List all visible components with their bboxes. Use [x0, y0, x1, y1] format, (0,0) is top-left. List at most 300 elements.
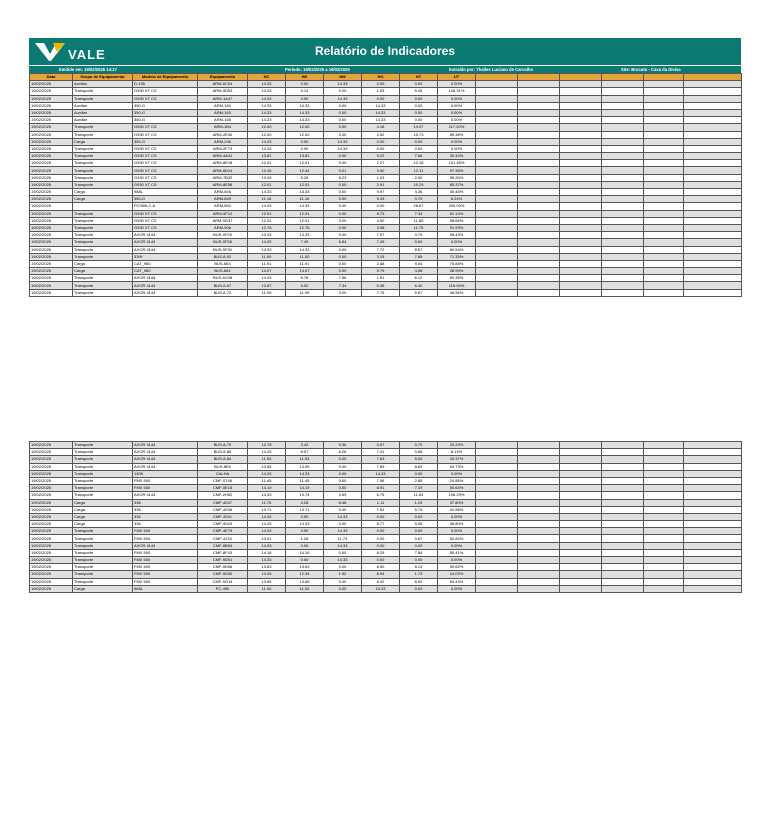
table-cell-empty	[644, 117, 684, 124]
table-cell: 5.56	[400, 521, 438, 528]
table-cell-empty	[684, 95, 742, 102]
table-cell: 8.48	[324, 499, 362, 506]
table-cell: 1.24	[400, 499, 438, 506]
table-cell-empty	[560, 521, 602, 528]
table-cell: 5.26	[286, 174, 324, 181]
table-cell: 0.00	[400, 585, 438, 592]
table-cell: 7.66	[400, 153, 438, 160]
table-cell-empty	[684, 442, 742, 449]
table-cell-empty	[684, 449, 742, 456]
table-row	[30, 463, 742, 470]
table-cell: Transporte	[73, 477, 133, 484]
table-cell: 14.33	[248, 203, 286, 210]
table-cell-empty	[476, 449, 518, 456]
table-cell: G930 XT CS	[133, 181, 198, 188]
table-cell-empty	[476, 282, 518, 289]
table-cell-empty	[644, 282, 684, 289]
table-cell: 85.37%	[438, 181, 476, 188]
table-cell: 0.00	[286, 81, 324, 88]
table-cell: 0.00	[362, 145, 400, 152]
table-cell-empty	[684, 124, 742, 131]
table-cell: 0.00	[400, 117, 438, 124]
table-cell-empty	[476, 571, 518, 578]
table-cell: 12.87	[248, 282, 286, 289]
table-cell: 12.11	[400, 167, 438, 174]
table-cell-empty	[644, 260, 684, 267]
table-cell: 50.64%	[438, 485, 476, 492]
table-cell: G930 XT CS	[133, 131, 198, 138]
table-cell: 0.00	[324, 506, 362, 513]
table-cell: 19/02/2025	[30, 456, 73, 463]
table-cell: CALHA	[198, 470, 248, 477]
table-cell: 12.01	[286, 181, 324, 188]
table-cell-empty	[684, 174, 742, 181]
table-cell-empty	[476, 95, 518, 102]
table-cell-empty	[518, 160, 560, 167]
table-cell: CMF-4037	[198, 499, 248, 506]
table-cell: 14.07	[400, 124, 438, 131]
table-cell-empty	[560, 289, 602, 296]
table-cell: BUS-0F30	[198, 246, 248, 253]
table-cell-empty	[602, 477, 644, 484]
table-row	[30, 260, 742, 267]
table-cell: 4.00	[362, 217, 400, 224]
table-row	[30, 253, 742, 260]
table-cell: 2.90	[400, 174, 438, 181]
table-cell: 8.07	[286, 449, 324, 456]
table-cell: Carga	[73, 513, 133, 520]
table-cell: CMF-9D06	[198, 564, 248, 571]
table-cell: 14.33	[324, 81, 362, 88]
table-cell-empty	[560, 268, 602, 275]
emitted-date: Emitido em: 19/02/2025 14:27	[59, 67, 117, 72]
table-cell: 1.05	[362, 88, 400, 95]
table-cell: 11.99	[286, 289, 324, 296]
table-cell-empty	[518, 167, 560, 174]
table-cell-empty	[684, 463, 742, 470]
table-cell: 14.33	[248, 542, 286, 549]
table-cell-empty	[518, 449, 560, 456]
table-cell: 350-G	[133, 138, 198, 145]
table-cell: Transporte	[73, 232, 133, 239]
table-cell-empty	[518, 456, 560, 463]
table-cell: Transporte	[73, 275, 133, 282]
table-cell: Auxiliar	[73, 109, 133, 116]
table-cell: FMX 500	[133, 557, 198, 564]
table-cell: 7.89	[362, 463, 400, 470]
table-cell: 19/02/2025	[30, 124, 73, 131]
table-cell: FMX 500	[133, 571, 198, 578]
table-cell: 14.33	[286, 521, 324, 528]
table-cell-empty	[476, 268, 518, 275]
table-cell-empty	[602, 492, 644, 499]
report-info-bar	[29, 65, 741, 73]
table-cell: AXOR 4144	[133, 542, 198, 549]
table-cell-empty	[602, 282, 644, 289]
table-cell: 52.84%	[438, 535, 476, 542]
table-cell: 0.97	[362, 442, 400, 449]
table-cell-empty	[644, 109, 684, 116]
table-cell: 14.33	[362, 470, 400, 477]
table-cell: Transporte	[73, 217, 133, 224]
table-cell: CAT_980	[133, 260, 198, 267]
table-cell-empty	[476, 564, 518, 571]
table-cell-empty	[518, 585, 560, 592]
table-cell-empty	[684, 153, 742, 160]
table-cell-empty	[560, 260, 602, 267]
table-cell-empty	[560, 492, 602, 499]
table-cell: 14.33	[248, 492, 286, 499]
table-cell-empty	[644, 492, 684, 499]
table-cell-empty	[518, 571, 560, 578]
table-cell-empty	[684, 210, 742, 217]
table-cell-empty	[560, 542, 602, 549]
table-cell-empty	[476, 477, 518, 484]
table-cell: 75.88%	[438, 260, 476, 267]
table-cell: 350-G	[133, 102, 198, 109]
table-cell: 0.00	[324, 521, 362, 528]
table-row	[30, 95, 742, 102]
table-cell: 11.00	[286, 253, 324, 260]
table-header-row	[30, 74, 742, 81]
table-cell: CMF-9D01	[198, 557, 248, 564]
table-cell-empty	[560, 117, 602, 124]
table-cell: 1.73	[400, 571, 438, 578]
table-cell: 55.20%	[438, 174, 476, 181]
table-cell-empty	[476, 138, 518, 145]
table-cell-empty	[602, 275, 644, 282]
table-cell-empty	[476, 102, 518, 109]
table-row	[30, 167, 742, 174]
table-cell: ARM-2F73	[198, 145, 248, 152]
table-cell: 41.96%	[438, 506, 476, 513]
table-cell-empty	[644, 210, 684, 217]
table-cell: CMF-0E15	[198, 485, 248, 492]
table-cell: 14.19	[286, 485, 324, 492]
table-cell: ARM-9G37	[198, 217, 248, 224]
table-cell: 8.67	[400, 246, 438, 253]
table-cell: 13.81	[248, 153, 286, 160]
table-cell-empty	[518, 564, 560, 571]
table-cell: Carga	[73, 260, 133, 267]
table-cell: 0.00	[362, 203, 400, 210]
table-cell: 7.19	[400, 485, 438, 492]
table-cell: Transporte	[73, 564, 133, 571]
table-cell-empty	[560, 485, 602, 492]
table-cell: FMX 500	[133, 485, 198, 492]
table-cell: 0.01	[324, 167, 362, 174]
table-cell-empty	[644, 196, 684, 203]
table-cell-empty	[684, 181, 742, 188]
table-cell-empty	[476, 549, 518, 556]
table-cell: 10.73	[400, 131, 438, 138]
table-cell: 0.00	[324, 131, 362, 138]
table-cell-empty	[560, 196, 602, 203]
table-cell: 14.33	[286, 102, 324, 109]
table-cell: 14.33	[248, 275, 286, 282]
table-cell-empty	[518, 485, 560, 492]
table-cell: 19/02/2025	[30, 174, 73, 181]
table-cell-empty	[476, 181, 518, 188]
table-cell-empty	[644, 145, 684, 152]
table-row	[30, 485, 742, 492]
table-cell: 19/02/2025	[30, 289, 73, 296]
table-cell: 8.13	[400, 564, 438, 571]
table-row	[30, 564, 742, 571]
table-cell: 14.07	[248, 268, 286, 275]
table-cell: 38.80%	[438, 521, 476, 528]
table-cell: CMF-9D30	[198, 571, 248, 578]
table-cell-empty	[518, 102, 560, 109]
table-cell-empty	[476, 492, 518, 499]
report-title: Relatório de Indicadores	[314, 44, 456, 58]
table-cell: 9.04	[400, 260, 438, 267]
table-cell: 14.33	[248, 557, 286, 564]
table-cell: 14.33	[362, 109, 400, 116]
table-cell: 14.19	[248, 485, 286, 492]
table-cell-empty	[602, 513, 644, 520]
table-cell-empty	[560, 189, 602, 196]
table-cell: 13.71	[286, 506, 324, 513]
table-cell: 19/02/2025	[30, 499, 73, 506]
table-cell-empty	[684, 268, 742, 275]
table-cell: 14.33	[248, 449, 286, 456]
table-cell-empty	[518, 224, 560, 231]
report-header-banner	[29, 38, 741, 65]
table-cell-empty	[560, 253, 602, 260]
table-cell-empty	[684, 535, 742, 542]
table-cell: 0.00	[324, 153, 362, 160]
table-cell-empty	[602, 499, 644, 506]
table-cell: 13.71	[248, 506, 286, 513]
table-cell: 0.00	[400, 470, 438, 477]
table-cell: G930 XT CS	[133, 210, 198, 217]
table-cell: 0.00%	[438, 557, 476, 564]
table-cell-empty	[476, 253, 518, 260]
table-row	[30, 275, 742, 282]
table-cell: ARM-1B4	[198, 124, 248, 131]
table-cell: Transporte	[73, 289, 133, 296]
table-cell-empty	[476, 239, 518, 246]
table-cell-empty	[560, 88, 602, 95]
table-cell-empty	[644, 160, 684, 167]
table-cell: 14.33	[248, 109, 286, 116]
table-cell-empty	[684, 557, 742, 564]
table-cell-empty	[602, 131, 644, 138]
table-cell: 0.00%	[438, 542, 476, 549]
table-cell: 8.77	[362, 521, 400, 528]
table-cell: Transporte	[73, 485, 133, 492]
table-cell: 0.00	[362, 542, 400, 549]
table-cell: ARM-6D14	[198, 167, 248, 174]
table-cell	[73, 203, 133, 210]
table-cell-empty	[644, 470, 684, 477]
table-cell: FMX 500	[133, 549, 198, 556]
table-cell-empty	[476, 578, 518, 585]
table-cell-empty	[476, 289, 518, 296]
table-cell: 14.33	[324, 95, 362, 102]
table-row	[30, 571, 742, 578]
table-cell: 19/02/2025	[30, 181, 73, 188]
table-cell: 1.92	[324, 571, 362, 578]
table-cell: 12.01	[286, 217, 324, 224]
table-row	[30, 456, 742, 463]
table-cell-empty	[518, 268, 560, 275]
table-cell-empty	[644, 513, 684, 520]
table-cell-empty	[644, 485, 684, 492]
table-cell-empty	[684, 521, 742, 528]
table-cell: 12.00	[248, 124, 286, 131]
table-cell: CMF-2H52	[198, 492, 248, 499]
table-cell-empty	[560, 217, 602, 224]
table-cell: CMF-9G14	[198, 578, 248, 585]
table-cell: 0.00	[324, 217, 362, 224]
table-cell: Transporte	[73, 153, 133, 160]
table-cell: AXOR 4144	[133, 289, 198, 296]
table-cell: 11.00	[248, 253, 286, 260]
table-cell: 7.41	[362, 449, 400, 456]
table-cell-empty	[602, 153, 644, 160]
table-cell: 7.52	[362, 506, 400, 513]
table-cell: 12.01	[248, 210, 286, 217]
table-cell-empty	[560, 131, 602, 138]
col-header: HC	[248, 74, 286, 81]
table-cell-empty	[518, 109, 560, 116]
table-row	[30, 549, 742, 556]
table-cell-empty	[476, 117, 518, 124]
table-cell: 28.67	[400, 203, 438, 210]
table-cell: 12.78	[248, 224, 286, 231]
table-cell: 0.00	[324, 549, 362, 556]
table-cell: 350-G	[133, 117, 198, 124]
table-row	[30, 196, 742, 203]
table-cell: 0.00	[362, 138, 400, 145]
table-cell: 0.00	[400, 542, 438, 549]
table-cell: 5.00	[400, 456, 438, 463]
table-cell: 108.29%	[438, 492, 476, 499]
col-header: HM	[324, 74, 362, 81]
table-cell: AXOR 4144	[133, 456, 198, 463]
table-cell: 14.33	[324, 542, 362, 549]
table-cell: BUS-0F28	[198, 239, 248, 246]
table-cell: ARM-6C04	[198, 81, 248, 88]
table-cell: AXOR 4144	[133, 232, 198, 239]
table-cell: 8.25	[362, 549, 400, 556]
table-cell-empty	[518, 81, 560, 88]
table-cell-empty	[476, 485, 518, 492]
table-cell-empty	[560, 499, 602, 506]
table-cell: 2.88	[362, 260, 400, 267]
table-cell: Transporte	[73, 174, 133, 181]
table-cell: Transporte	[73, 88, 133, 95]
table-cell-empty	[684, 289, 742, 296]
table-cell-empty	[476, 88, 518, 95]
table-cell-empty	[560, 571, 602, 578]
table-cell: 11.45	[286, 477, 324, 484]
table-cell-empty	[518, 506, 560, 513]
table-cell: 0.00	[324, 564, 362, 571]
table-cell: BUS-8-67	[198, 282, 248, 289]
table-cell: 12.34	[286, 571, 324, 578]
table-cell: 9.22	[362, 153, 400, 160]
col-header-empty	[560, 74, 602, 81]
table-cell-empty	[644, 535, 684, 542]
table-cell-empty	[476, 189, 518, 196]
table-cell-empty	[518, 95, 560, 102]
brand-name: VALE	[68, 47, 106, 62]
table-cell: 988L	[133, 585, 198, 592]
table-cell: 8.92	[400, 578, 438, 585]
table-cell: 0.00	[286, 138, 324, 145]
table-cell: 19/02/2025	[30, 167, 73, 174]
table-cell-empty	[560, 210, 602, 217]
table-cell-empty	[518, 246, 560, 253]
table-row	[30, 102, 742, 109]
table-cell-empty	[602, 456, 644, 463]
table-cell-empty	[476, 260, 518, 267]
table-row	[30, 528, 742, 535]
table-cell: G930 XT CS	[133, 95, 198, 102]
table-cell: 8.13%	[438, 449, 476, 456]
table-cell: ARM-849	[198, 196, 248, 203]
table-cell-empty	[684, 585, 742, 592]
col-header-empty	[684, 74, 742, 81]
table-cell: 14.33	[248, 528, 286, 535]
table-cell: BUS-8E0	[198, 463, 248, 470]
table-cell-empty	[602, 217, 644, 224]
table-cell-empty	[602, 160, 644, 167]
table-row	[30, 181, 742, 188]
table-cell: 0.00%	[438, 239, 476, 246]
table-cell-empty	[518, 513, 560, 520]
table-cell-empty	[518, 253, 560, 260]
table-cell: CMF-4J34	[198, 535, 248, 542]
table-cell: 5.45	[400, 88, 438, 95]
table-cell: Transporte	[73, 145, 133, 152]
table-cell-empty	[518, 153, 560, 160]
table-cell: Transporte	[73, 456, 133, 463]
table-cell: Auxiliar	[73, 81, 133, 88]
table-cell: 19/02/2025	[30, 521, 73, 528]
table-cell: 0.00%	[438, 470, 476, 477]
table-cell: ARM-246	[198, 138, 248, 145]
table-row	[30, 268, 742, 275]
table-cell: BUS-8-72	[198, 289, 248, 296]
table-cell: 14.16	[248, 549, 286, 556]
table-cell: FMX 500	[133, 528, 198, 535]
table-cell: 6.84	[324, 239, 362, 246]
table-cell-empty	[644, 203, 684, 210]
table-cell-empty	[684, 513, 742, 520]
table-cell-empty	[644, 521, 684, 528]
col-header: HO	[362, 74, 400, 81]
table-cell: Transporte	[73, 449, 133, 456]
table-cell-empty	[476, 217, 518, 224]
col-header-empty	[518, 74, 560, 81]
table-cell-empty	[684, 485, 742, 492]
table-cell-empty	[602, 289, 644, 296]
table-row	[30, 477, 742, 484]
table-cell: 7.49	[362, 239, 400, 246]
table-cell: 0.00	[286, 145, 324, 152]
table-cell: 0.00	[400, 109, 438, 116]
table-cell: 14.26	[248, 571, 286, 578]
table-cell-empty	[684, 470, 742, 477]
table-cell-empty	[476, 196, 518, 203]
table-cell: 14.33	[286, 109, 324, 116]
table-cell: 0.70	[400, 442, 438, 449]
table-cell-empty	[602, 203, 644, 210]
